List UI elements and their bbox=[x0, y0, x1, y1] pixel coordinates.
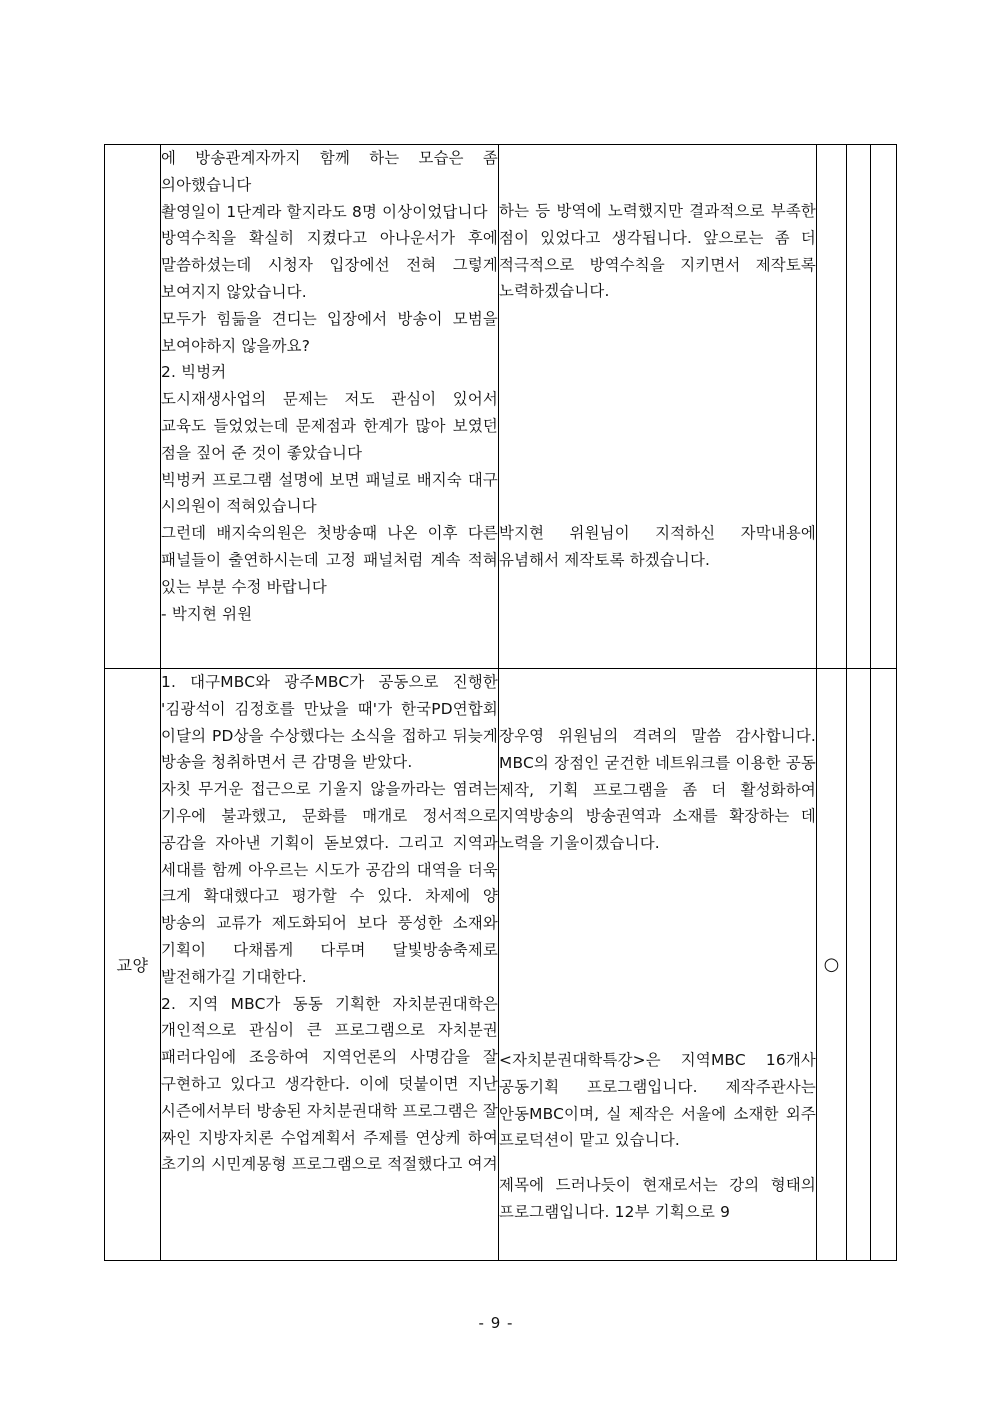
empty-cell bbox=[847, 669, 871, 1261]
category-cell bbox=[105, 145, 161, 669]
page-number: - 9 - bbox=[478, 1314, 514, 1332]
response-paragraph: 장우영 위원님의 격려의 말씀 감사합니다. MBC의 장점인 굳건한 네트워크를 이용한 공동 제작, 기획 프로그램을 좀 더 활성화하여 지역방송의 방송권역과 소재를 확장하는 데 노력을 기울이겠습니다. bbox=[499, 727, 816, 853]
empty-cell bbox=[871, 145, 897, 669]
mark-cell bbox=[817, 145, 847, 669]
opinion-paragraph: 방역수칙을 확실히 지켰다고 아나운서가 후에 말씀하셨는데 시청자 입장에선 전혀 그렇게 보여지지 않았습니다. bbox=[161, 229, 498, 301]
response-paragraph: 제목에 드러나듯이 현재로서는 강의 형태의 프로그램입니다. 12부 기획으로 9 bbox=[499, 1176, 816, 1221]
opinion-paragraph: 도시재생사업의 문제는 저도 관심이 있어서 교육도 들었었는데 문제점과 한계가 많아 보였던 점을 짚어 준 것이 좋았습니다 bbox=[161, 390, 498, 462]
response-paragraph: 박지현 위원님이 지적하신 자막내용에 유념해서 제작토록 하겠습니다. bbox=[499, 524, 816, 569]
response-cell bbox=[499, 145, 817, 669]
response-paragraph: 하는 등 방역에 노력했지만 결과적으로 부족한 점이 있었다고 생각됩니다. 앞으로는 좀 더 적극적으로 방역수칙을 지키면서 제작토록 노력하겠습니다. bbox=[499, 202, 816, 301]
response-cell bbox=[499, 669, 817, 1261]
response-paragraph: <자치분권대학특강>은 지역MBC 16개사 공동기획 프로그램입니다. 제작주관사는 안동MBC이며, 실 제작은 서울에 소재한 외주 프로덕션이 맡고 있습니다. bbox=[499, 1050, 816, 1150]
opinion-subheading: 2. 빅벙커 bbox=[161, 363, 227, 382]
opinion-cell bbox=[161, 145, 499, 669]
mark-cell: ○ bbox=[817, 669, 847, 1261]
opinion-paragraph: 빅벙커 프로그램 설명에 보면 패널로 배지숙 대구 시의원이 적혀있습니다 bbox=[161, 470, 498, 516]
opinion-paragraph: 자칫 무거운 접근으로 기울지 않을까라는 염려는 기우에 불과했고, 문화를 매개로 정서적으로 공감을 자아낸 기획이 돋보였다. 그리고 지역과 세대를 함께 아우르는 시도가 공감의 대역을 더욱 크게 확대했다고 평가할 수 있다. 차제에 양 방송의 교류가 제도화되어 보다 풍성한 소재와 기획이 다채롭게 다루며 달빛방송축제로 발전해가길 기대한다. bbox=[161, 780, 498, 986]
opinion-paragraph: 그런데 배지숙의원은 첫방송때 나온 이후 다른 패널들이 출연하시는데 고정 패널처럼 계속 적혀 있는 부분 수정 바랍니다 bbox=[161, 524, 498, 596]
opinion-paragraph: 에 방송관계자까지 함께 하는 모습은 좀 의아했습니다 bbox=[161, 149, 498, 194]
category-cell: 교양 bbox=[105, 669, 161, 1261]
opinion-paragraph: 모두가 힘듦을 견디는 입장에서 방송이 모범을 보여야하지 않을까요? bbox=[161, 309, 498, 355]
table-row bbox=[105, 669, 897, 1261]
opinion-paragraph: 1. 대구MBC와 광주MBC가 공동으로 진행한 '김광석이 김정호를 만났을 때'가 한국PD연합회 이달의 PD상을 수상했다는 소식을 접하고 뒤늦게 방송을 청취하면서 큰 감명을 받았다. bbox=[161, 673, 498, 772]
opinion-author: - 박지현 위원 bbox=[161, 604, 253, 623]
review-table bbox=[104, 144, 897, 1261]
empty-cell bbox=[871, 669, 897, 1261]
opinion-paragraph: 촬영일이 1단계라 할지라도 8명 이상이었답니다 bbox=[161, 202, 488, 221]
table-row bbox=[105, 145, 897, 669]
opinion-paragraph: 2. 지역 MBC가 동동 기획한 자치분권대학은 개인적으로 관심이 큰 프로그램으로 자치분권 패러다임에 조응하여 지역언론의 사명감을 잘 구현하고 있다고 생각한다. 이에 덧붙이면 지난 시즌에서부터 방송된 자치분권대학 프로그램은 잘 짜인 지방자치론 수업계획서 주제를 연상케 하여 초기의 시민계몽형 프로그램으로 적절했다고 여겨 bbox=[161, 994, 498, 1174]
empty-cell bbox=[847, 145, 871, 669]
opinion-cell bbox=[161, 669, 499, 1261]
